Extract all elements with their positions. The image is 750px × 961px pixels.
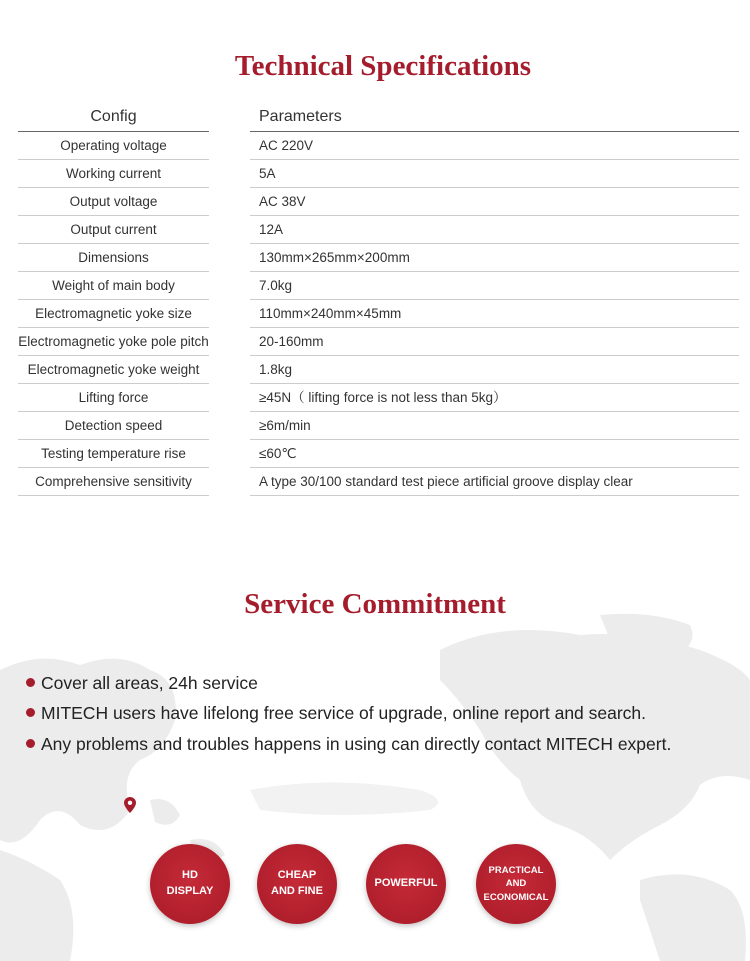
param-cell: 7.0kg <box>250 272 739 300</box>
config-cell: Lifting force <box>18 384 209 412</box>
location-pin-icon <box>124 797 136 813</box>
parameters-header: Parameters <box>259 108 342 125</box>
config-cell: Dimensions <box>18 244 209 272</box>
list-item <box>26 673 258 694</box>
badge-line: POWERFUL <box>374 877 438 890</box>
table-row <box>0 160 750 188</box>
param-cell: 1.8kg <box>250 356 739 384</box>
table-row <box>0 412 750 440</box>
param-cell: ≥6m/min <box>250 412 739 440</box>
param-cell: ≤60℃ <box>250 440 739 468</box>
config-cell: Output current <box>18 216 209 244</box>
badge-powerful <box>366 844 446 924</box>
bullet-dot-icon <box>26 678 35 687</box>
badge-cheap-and-fine <box>257 844 337 924</box>
config-cell: Working current <box>18 160 209 188</box>
table-row <box>0 244 750 272</box>
table-row <box>0 468 750 496</box>
badge-line: ECONOMICAL <box>483 891 549 903</box>
config-header: Config <box>90 108 137 125</box>
bullet-text: Any problems and troubles happens in using can directly contact MITECH expert. <box>41 734 672 754</box>
param-cell: ≥45N（ lifting force is not less than 5kg） <box>250 384 739 412</box>
badge-line: CHEAP <box>277 869 317 882</box>
param-cell: 20-160mm <box>250 328 739 356</box>
table-row <box>0 188 750 216</box>
table-row <box>0 356 750 384</box>
badge-practical-and-economical <box>476 844 556 924</box>
badge-line: AND <box>505 878 527 890</box>
badge-line: HD <box>182 869 198 882</box>
bullet-text: MITECH users have lifelong free service of upgrade, online report and search. <box>41 703 647 723</box>
list-item <box>26 703 646 724</box>
bullet-dot-icon <box>26 739 35 748</box>
config-cell: Electromagnetic yoke pole pitch <box>18 328 209 356</box>
config-cell: Detection speed <box>18 412 209 440</box>
config-cell: Weight of main body <box>18 272 209 300</box>
config-cell: Electromagnetic yoke weight <box>18 356 209 384</box>
table-row <box>0 272 750 300</box>
table-row <box>0 300 750 328</box>
badge-hd-display <box>150 844 230 924</box>
bullet-text: Cover all areas, 24h service <box>41 673 258 693</box>
param-cell: 5A <box>250 160 739 188</box>
config-cell: Output voltage <box>18 188 209 216</box>
param-cell: A type 30/100 standard test piece artificial groove display clear <box>250 468 739 496</box>
table-row <box>0 328 750 356</box>
list-item <box>26 734 671 755</box>
config-cell: Comprehensive sensitivity <box>18 468 209 496</box>
param-cell: 130mm×265mm×200mm <box>250 244 739 272</box>
badge-line: AND FINE <box>271 885 323 897</box>
table-row <box>0 384 750 412</box>
param-cell: 110mm×240mm×45mm <box>250 300 739 328</box>
config-cell: Operating voltage <box>18 132 209 160</box>
table-row <box>0 132 750 160</box>
table-row <box>0 216 750 244</box>
badge-line: PRACTICAL <box>488 865 544 877</box>
config-cell: Testing temperature rise <box>18 440 209 468</box>
param-cell: 12A <box>250 216 739 244</box>
spec-title: Technical Specifications <box>234 50 532 82</box>
config-cell: Electromagnetic yoke size <box>18 300 209 328</box>
bullet-dot-icon <box>26 708 35 717</box>
table-row <box>0 440 750 468</box>
param-cell: AC 38V <box>250 188 739 216</box>
service-title: Service Commitment <box>244 588 506 620</box>
badge-line: DISPLAY <box>166 885 214 897</box>
param-cell: AC 220V <box>250 132 739 160</box>
